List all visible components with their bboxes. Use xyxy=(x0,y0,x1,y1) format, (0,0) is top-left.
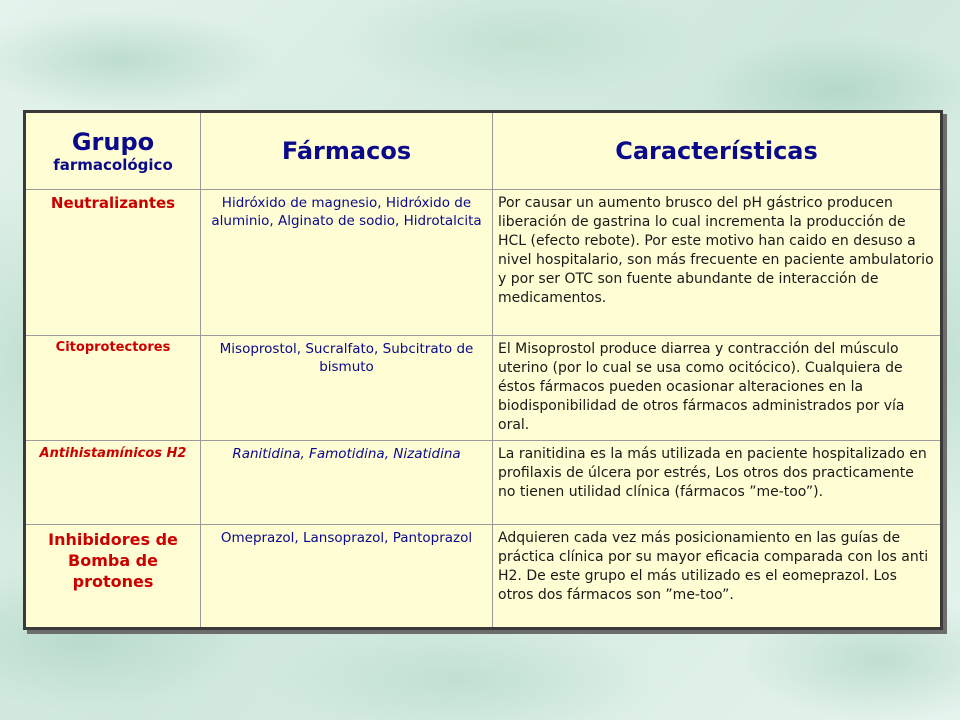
row-group-inhibidores: Inhibidores de Bomba de protones xyxy=(25,525,201,629)
row-drugs: Ranitidina, Famotidina, Nizatidina xyxy=(201,441,493,525)
row-drugs: Misoprostol, Sucralfato, Subcitrato de bismuto xyxy=(201,336,493,441)
header-group-title: Grupo xyxy=(71,128,155,156)
row-features: Adquieren cada vez más posicionamiento en las guías de práctica clínica por su mayor eficacia comparada con los anti H2. De este grupo el más utilizado es el eomeprazol. Los otros dos fármacos son ”me-too”. xyxy=(493,525,942,629)
pharmacology-table xyxy=(23,110,943,630)
header-features xyxy=(493,112,942,190)
row-features: El Misoprostol produce diarrea y contracción del músculo uterino (por lo cual se usa como ocitócico). Cualquiera de éstos fármacos pueden ocasionar alteraciones en la biodisponibilidad de otros fármacos administrados por vía oral. xyxy=(493,336,942,441)
table-row xyxy=(25,190,942,336)
row-group-neutralizantes: Neutralizantes xyxy=(25,190,201,336)
header-group xyxy=(25,112,201,190)
table-row xyxy=(25,525,942,629)
header-features-title: Características xyxy=(615,137,818,165)
row-features: Por causar un aumento brusco del pH gástrico producen liberación de gastrina lo cual incrementa la producción de HCL (efecto rebote). Por este motivo han caido en desuso a nivel hospitalario, son más frecuente en paciente ambulatorio y por ser OTC son fuente abundante de interacción de medicamentos. xyxy=(493,190,942,336)
row-group-antihistaminicos: Antihistamínicos H2 xyxy=(25,441,201,525)
row-features: La ranitidina es la más utilizada en paciente hospitalizado en profilaxis de úlcera por estrés, Los otros dos practicamente no tienen utilidad clínica (fármacos ”me-too”). xyxy=(493,441,942,525)
table-row xyxy=(25,441,942,525)
header-drugs xyxy=(201,112,493,190)
table-header-row xyxy=(25,112,942,190)
header-drugs-title: Fármacos xyxy=(281,137,412,165)
row-drugs: Hidróxido de magnesio, Hidróxido de aluminio, Alginato de sodio, Hidrotalcita xyxy=(201,190,493,336)
header-group-subtitle: farmacológico xyxy=(53,156,173,174)
table-row xyxy=(25,336,942,441)
row-group-citoprotectores: Citoprotectores xyxy=(25,336,201,441)
row-drugs: Omeprazol, Lansoprazol, Pantoprazol xyxy=(201,525,493,629)
